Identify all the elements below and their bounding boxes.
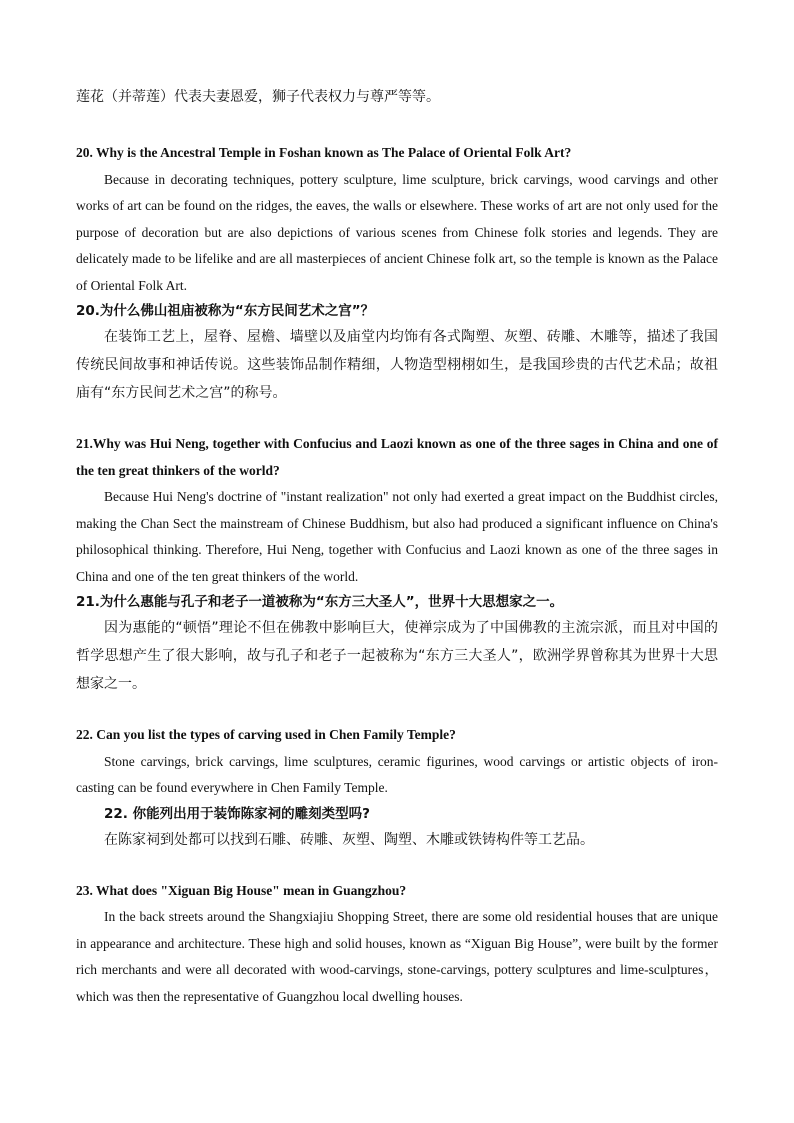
document-page <box>76 84 718 1010</box>
q21-en-question: 21.Why was Hui Neng, together with Confucius and Laozi known as one of the three sages in China and one of the ten great thinkers of the world? <box>76 436 718 478</box>
spacer <box>76 110 718 140</box>
q21-cn-answer: 因为惠能的“顿悟”理论不但在佛教中影响巨大，使禅宗成为了中国佛教的主流宗派，而且对中国的哲学思想产生了很大影响，故与孔子和老子一起被称为“东方三大圣人”，欧洲学界曾称其为世界十大思想家之一。 <box>76 620 718 692</box>
question-21 <box>76 431 718 698</box>
q21-cn-question: 21.为什么惠能与孔子和老子一道被称为“东方三大圣人”，世界十大思想家之一。 <box>76 594 564 610</box>
question-22 <box>76 722 718 854</box>
question-20 <box>76 140 718 407</box>
spacer <box>76 698 718 722</box>
spacer <box>76 854 718 878</box>
q20-cn-question: 20.为什么佛山祖庙被称为“东方民间艺术之宫”？ <box>76 303 375 319</box>
q23-en-question: 23. What does "Xiguan Big House" mean in Guangzhou? <box>76 882 407 898</box>
question-23 <box>76 878 718 1011</box>
q22-cn-answer: 在陈家祠到处都可以找到石雕、砖雕、灰塑、陶塑、木雕或铁铸构件等工艺品。 <box>104 831 594 848</box>
q20-cn-answer: 在装饰工艺上，屋脊、屋檐、墙壁以及庙堂内均饰有各式陶塑、灰塑、砖雕、木雕等，描述了我国传统民间故事和神话传说。这些装饰品制作精细，人物造型栩栩如生，是我国珍贵的古代艺术品；故祖庙有“东方民间艺术之宫”的称号。 <box>76 329 718 401</box>
q22-cn-question: 22. 你能列出用于装饰陈家祠的雕刻类型吗? <box>104 805 370 822</box>
intro-paragraph: 莲花（并蒂莲）代表夫妻恩爱，狮子代表权力与尊严等等。 <box>76 89 440 105</box>
q20-en-answer: Because in decorating techniques, pottery sculpture, lime sculpture, brick carvings, wood carvings and other works of art can be found on the ridges, the eaves, the walls or elsewhere. These works of art are not only used for the purpose of decoration but are also depictions of various scenes from Chinese folk stories and legends. They are delicately made to be lifelike and are all masterpieces of ancient Chinese folk art, so the temple is known as the Palace of Oriental Folk Art. <box>76 171 718 293</box>
q22-en-answer: Stone carvings, brick carvings, lime sculptures, ceramic figurines, wood carvings or artistic objects of iron-casting can be found everywhere in Chen Family Temple. <box>76 753 718 795</box>
q21-en-answer: Because Hui Neng's doctrine of "instant realization" not only had exerted a great impact on the Buddhist circles, making the Chan Sect the mainstream of Chinese Buddhism, but also had produced a significant influence on China's philosophical thinking. Therefore, Hui Neng, together with Confucius and Laozi known as one of the three sages in China and one of the ten great thinkers of the world. <box>76 489 718 584</box>
q22-en-question: 22. Can you list the types of carving used in Chen Family Temple? <box>76 727 456 742</box>
q20-en-question: 20. Why is the Ancestral Temple in Foshan known as The Palace of Oriental Folk Art? <box>76 145 572 160</box>
q23-en-answer: In the back streets around the Shangxiajiu Shopping Street, there are some old residential houses that are unique in appearance and architecture. These high and solid houses, known as “Xiguan Big House”, were built by the former rich merchants and were all decorated with wood-carvings, stone-carvings, pottery sculptures and lime-sculptures，which was then the representative of Guangzhou local dwelling houses. <box>76 909 718 1004</box>
spacer <box>76 407 718 431</box>
